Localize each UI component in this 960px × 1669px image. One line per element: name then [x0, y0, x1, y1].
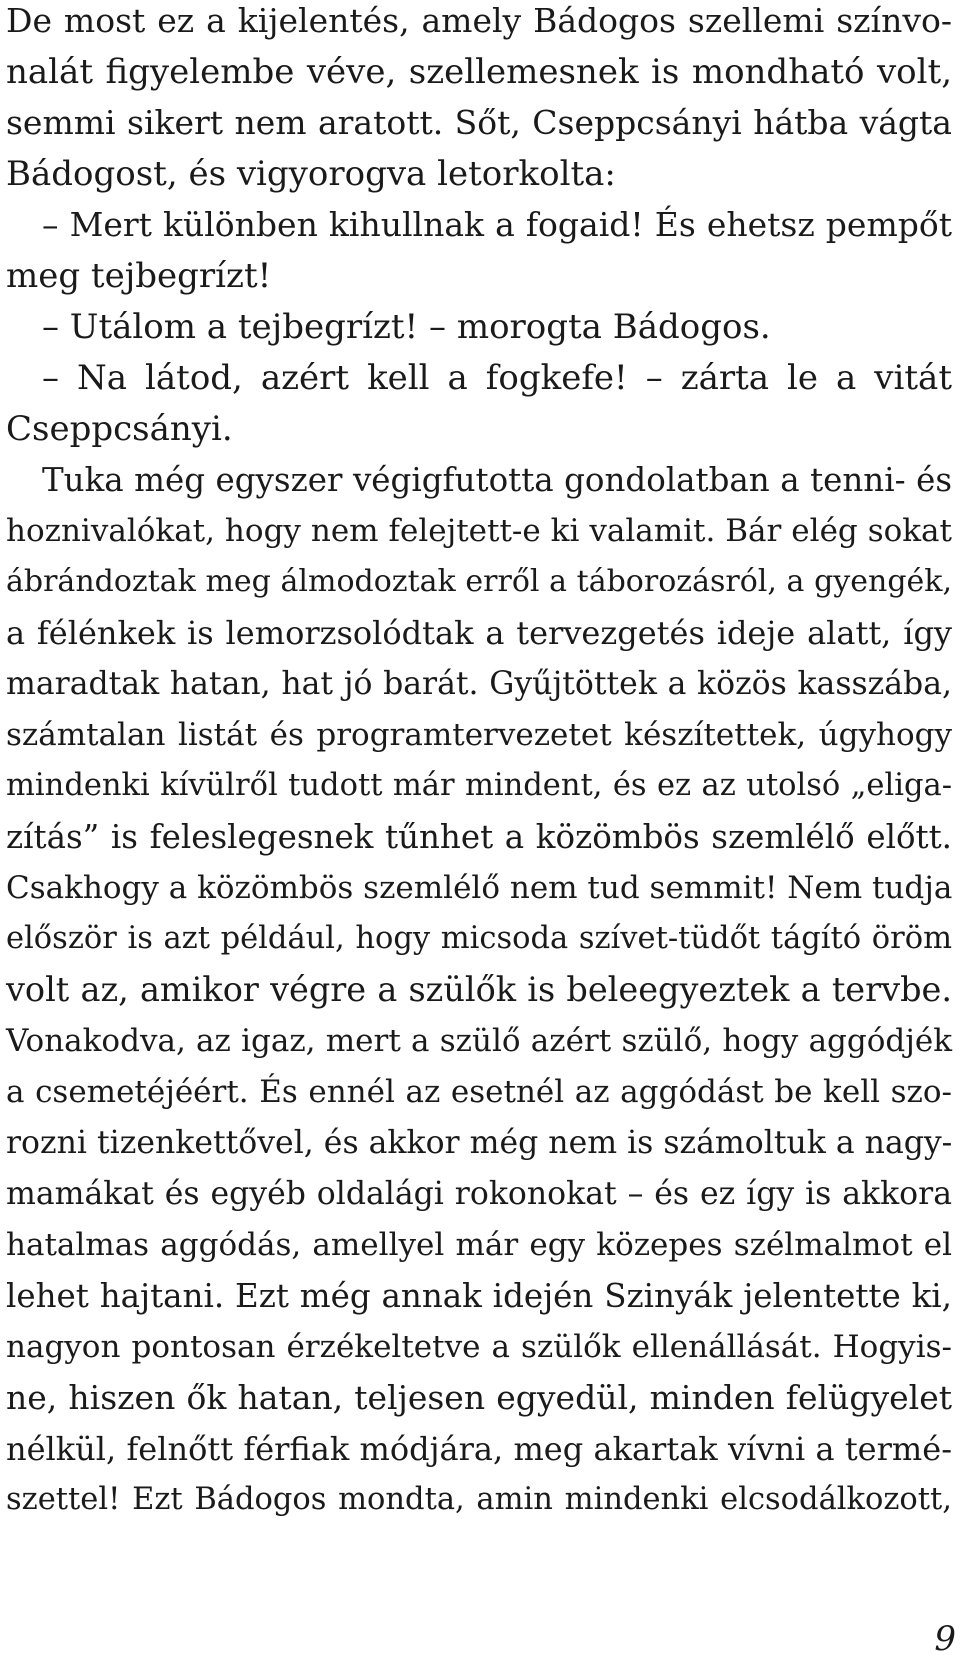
text-line: semmi sikert nem aratott. Sőt, Cseppcsányi hátba vágta: [6, 103, 952, 142]
dialogue-line: – Na látod, azért kell a fogkefe! – zárta le a vitát: [42, 358, 952, 398]
text-line: ábrándoztak meg álmodoztak erről a táborozásról, a gyengék,: [6, 564, 952, 599]
text-line: szettel! Ezt Bádogos mondta, amin mindenki elcsodálkozott,: [6, 1482, 952, 1517]
text-line: Bádogost, és vigyorogva letorkolta:: [6, 154, 616, 194]
text-line: Csakhogy a közömbös szemlélő nem tud semmit! Nem tudja: [6, 870, 953, 906]
text-line: rozni tizenkettővel, és akkor még nem is számoltuk a nagy-: [6, 1125, 953, 1161]
book-page: [6, 0, 952, 1669]
text-line: nagyon pontosan érzékeltetve a szülők ellenállását. Hogyis-: [6, 1329, 952, 1365]
text-line: hatalmas aggódás, amellyel már egy közepes szélmalmot el: [6, 1227, 952, 1263]
text-line: De most ez a kijelentés, amely Bádogos szellemi színvo-: [6, 1, 952, 40]
text-line: először is azt például, hogy micsoda szívet-tüdőt tágító öröm: [6, 921, 952, 956]
text-line: nélkül, felnőtt férfiak módjára, meg akartak vívni a termé-: [6, 1430, 952, 1468]
text-line: volt az, amikor végre a szülők is beleegyeztek a tervbe.: [6, 970, 952, 1009]
page-number: 9: [934, 1619, 956, 1659]
text-line: zítás” is feleslegesnek tűnhet a közömbös szemlélő előtt.: [6, 818, 952, 856]
text-line: maradtak hatan, hat jó barát. Gyűjtöttek a közös kasszába,: [6, 666, 952, 702]
text-line: a csemetéjéért. És ennél az esetnél az aggódást be kell szo-: [6, 1074, 952, 1110]
text-line: a félénkek is lemorzsolódtak a tervezgetés ideje alatt, így: [6, 614, 952, 652]
text-line: hoznivalókat, hogy nem felejtett-e ki valamit. Bár elég sokat: [6, 513, 952, 549]
paragraph-start: Tuka még egyszer végigfutotta gondolatban a tenni- és: [42, 461, 952, 499]
dialogue-line: – Mert különben kihullnak a fogaid! És ehetsz pempőt: [42, 205, 952, 244]
text-line: számtalan listát és programtervezetet készítettek, úgyhogy: [6, 717, 952, 753]
text-line: Cseppcsányi.: [6, 409, 233, 449]
text-line: mindenki kívülről tudott már mindent, és ez az utolsó „eliga-: [6, 768, 952, 803]
text-line: lehet hajtani. Ezt még annak idején Szinyák jelentette ki,: [6, 1277, 952, 1315]
text-line: ne, hiszen ők hatan, teljesen egyedül, minden felügyelet: [6, 1378, 952, 1417]
dialogue-line: – Utálom a tejbegrízt! – morogta Bádogos.: [42, 307, 771, 347]
text-line: meg tejbegrízt!: [6, 256, 272, 296]
text-line: nalát figyelembe véve, szellemesnek is mondható volt,: [6, 52, 952, 92]
text-line: mamákat és egyéb oldalági rokonokat – és ez így is akkora: [6, 1176, 952, 1212]
text-line: Vonakodva, az igaz, mert a szülő azért szülő, hogy aggódjék: [6, 1023, 952, 1059]
